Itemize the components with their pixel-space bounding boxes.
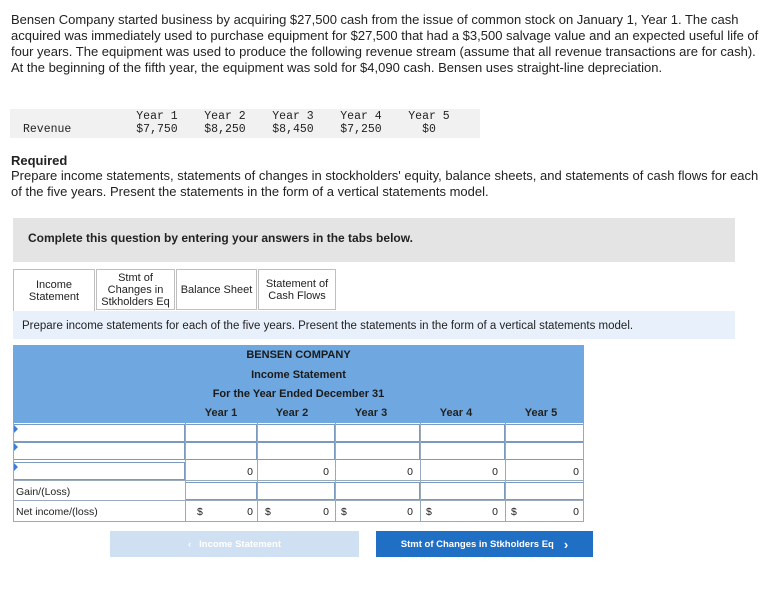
- col-divider: [185, 423, 186, 521]
- row2-year4-input[interactable]: [420, 442, 505, 460]
- statement-period: For the Year Ended December 31: [212, 388, 385, 400]
- subtotal-value: 0: [573, 466, 579, 478]
- revenue-year-header: Year 5: [408, 110, 450, 123]
- revenue-value: $8,450: [272, 123, 314, 136]
- row3-label-field[interactable]: [14, 465, 184, 481]
- subtotal-value: 0: [492, 466, 498, 478]
- chevron-right-icon: ›: [563, 536, 569, 552]
- col-divider: [583, 423, 584, 521]
- subtotal-value: 0: [323, 466, 329, 478]
- currency-symbol: $: [341, 506, 347, 518]
- problem-text: Bensen Company started business by acquiring $27,500 cash from the issue of common stock on January 1, Year 1. The cash acquired was immediately used to purchase equipment for $27,500 that had a $3,500 salvage value and an expected useful life of four years. The equipment was used to produce the following revenue stream (assume that all revenue transactions are for cash). At the beginning of the fifth year, the equipment was sold for $4,090 cash. Bensen uses straight-line depreciation.: [11, 12, 759, 75]
- amount-field[interactable]: [258, 445, 334, 461]
- next-button-label: Stmt of Changes in Stkholders Eq: [400, 538, 554, 550]
- dropdown-marker-icon: [14, 463, 18, 471]
- net-income-value: 0: [323, 506, 329, 518]
- revenue-col: [399, 110, 459, 136]
- amount-field[interactable]: [336, 427, 419, 443]
- col-divider: [335, 423, 336, 521]
- amount-field[interactable]: [421, 445, 504, 461]
- gain-loss-label: Gain/(Loss): [16, 486, 71, 498]
- currency-symbol: $: [197, 506, 203, 518]
- row2-year2-input[interactable]: [257, 442, 335, 460]
- currency-symbol: $: [265, 506, 271, 518]
- revenue-value: $7,250: [340, 123, 382, 136]
- col-divider: [420, 423, 421, 521]
- revenue-row-label: Revenue: [23, 123, 72, 136]
- gain-loss-year3-input[interactable]: [335, 482, 420, 500]
- year-header: Year 2: [275, 407, 309, 419]
- company-name: BENSEN COMPANY: [246, 349, 351, 361]
- chevron-left-icon: ‹: [188, 538, 192, 550]
- net-income-value: 0: [492, 506, 498, 518]
- revenue-col: [195, 110, 255, 136]
- year-header: Year 1: [204, 407, 238, 419]
- required-title: Required: [11, 153, 68, 168]
- amount-field[interactable]: [506, 485, 583, 501]
- revenue-year-header: Year 2: [204, 110, 246, 123]
- row2-label-field[interactable]: [14, 445, 184, 461]
- row2-year3-input[interactable]: [335, 442, 420, 460]
- row1-label-input[interactable]: [13, 424, 185, 442]
- dropdown-marker-icon: [14, 425, 18, 433]
- amount-field[interactable]: [186, 445, 256, 461]
- amount-field[interactable]: [506, 427, 583, 443]
- row-divider: [13, 500, 584, 501]
- row1-year3-input[interactable]: [335, 424, 420, 442]
- revenue-value: $7,750: [136, 123, 178, 136]
- row2-year1-input[interactable]: [185, 442, 257, 460]
- amount-field[interactable]: [336, 485, 419, 501]
- revenue-year-header: Year 3: [272, 110, 314, 123]
- tab-balance-sheet[interactable]: Balance Sheet: [176, 269, 257, 310]
- tab-income-statement[interactable]: Income Statement: [13, 269, 95, 311]
- revenue-col: [263, 110, 323, 136]
- gain-loss-year4-input[interactable]: [420, 482, 505, 500]
- revenue-year-header: Year 4: [340, 110, 382, 123]
- subtotal-value: 0: [407, 466, 413, 478]
- net-income-value: 0: [407, 506, 413, 518]
- tab-cash-flows[interactable]: Statement of Cash Flows: [258, 269, 336, 310]
- row2-label-input[interactable]: [13, 442, 185, 460]
- revenue-year-header: Year 1: [136, 110, 178, 123]
- tab-prompt-text: Prepare income statements for each of the five years. Present the statements in the form of a vertical statements model.: [22, 320, 634, 332]
- gain-loss-year5-input[interactable]: [505, 482, 584, 500]
- row1-label-field[interactable]: [14, 427, 184, 443]
- prev-button-label: Income Statement: [199, 538, 281, 550]
- year-header: Year 4: [439, 407, 473, 419]
- net-income-value: 0: [573, 506, 579, 518]
- year-header: Year 3: [354, 407, 388, 419]
- tab-prompt: [13, 311, 735, 339]
- amount-field[interactable]: [186, 485, 256, 501]
- gain-loss-year1-input[interactable]: [185, 482, 257, 500]
- revenue-table: [10, 109, 480, 138]
- col-divider: [257, 423, 258, 521]
- col-divider: [505, 423, 506, 521]
- net-income-value: 0: [247, 506, 253, 518]
- currency-symbol: $: [511, 506, 517, 518]
- income-statement-grid: [13, 345, 584, 522]
- net-income-label: Net income/(loss): [16, 506, 98, 518]
- revenue-value: $0: [422, 123, 436, 136]
- revenue-value: $8,250: [204, 123, 246, 136]
- amount-field[interactable]: [258, 485, 334, 501]
- amount-field[interactable]: [506, 445, 583, 461]
- amount-field[interactable]: [421, 427, 504, 443]
- tab-stmt-changes-equity[interactable]: Stmt of Changes in Stkholders Eq: [96, 269, 175, 310]
- amount-field[interactable]: [336, 445, 419, 461]
- instruction-text: Complete this question by entering your answers in the tabs below.: [28, 231, 413, 245]
- dropdown-marker-icon: [14, 443, 18, 451]
- statement-name: Income Statement: [251, 369, 346, 381]
- subtotal-value: 0: [247, 466, 253, 478]
- row2-year5-input[interactable]: [505, 442, 584, 460]
- required-text: Prepare income statements, statements of changes in stockholders' equity, balance sheets, and statements of cash flows for each of the five years. Present the statements in the form of a vertical statements model.: [11, 168, 759, 199]
- instruction-box: [13, 218, 735, 262]
- row1-year5-input[interactable]: [505, 424, 584, 442]
- amount-field[interactable]: [258, 427, 334, 443]
- col-divider: [13, 423, 14, 521]
- row1-year4-input[interactable]: [420, 424, 505, 442]
- currency-symbol: $: [426, 506, 432, 518]
- row1-year1-input[interactable]: [185, 424, 257, 442]
- gain-loss-year2-input[interactable]: [257, 482, 335, 500]
- revenue-col: [331, 110, 391, 136]
- row3-label-input[interactable]: [13, 462, 185, 480]
- year-header: Year 5: [524, 407, 558, 419]
- row1-year2-input[interactable]: [257, 424, 335, 442]
- revenue-col: [127, 110, 187, 136]
- next-tab-button[interactable]: [376, 531, 593, 557]
- amount-field[interactable]: [186, 427, 256, 443]
- amount-field[interactable]: [421, 485, 504, 501]
- row-divider: [13, 480, 584, 481]
- row-divider: [13, 521, 584, 522]
- prev-tab-button[interactable]: [110, 531, 359, 557]
